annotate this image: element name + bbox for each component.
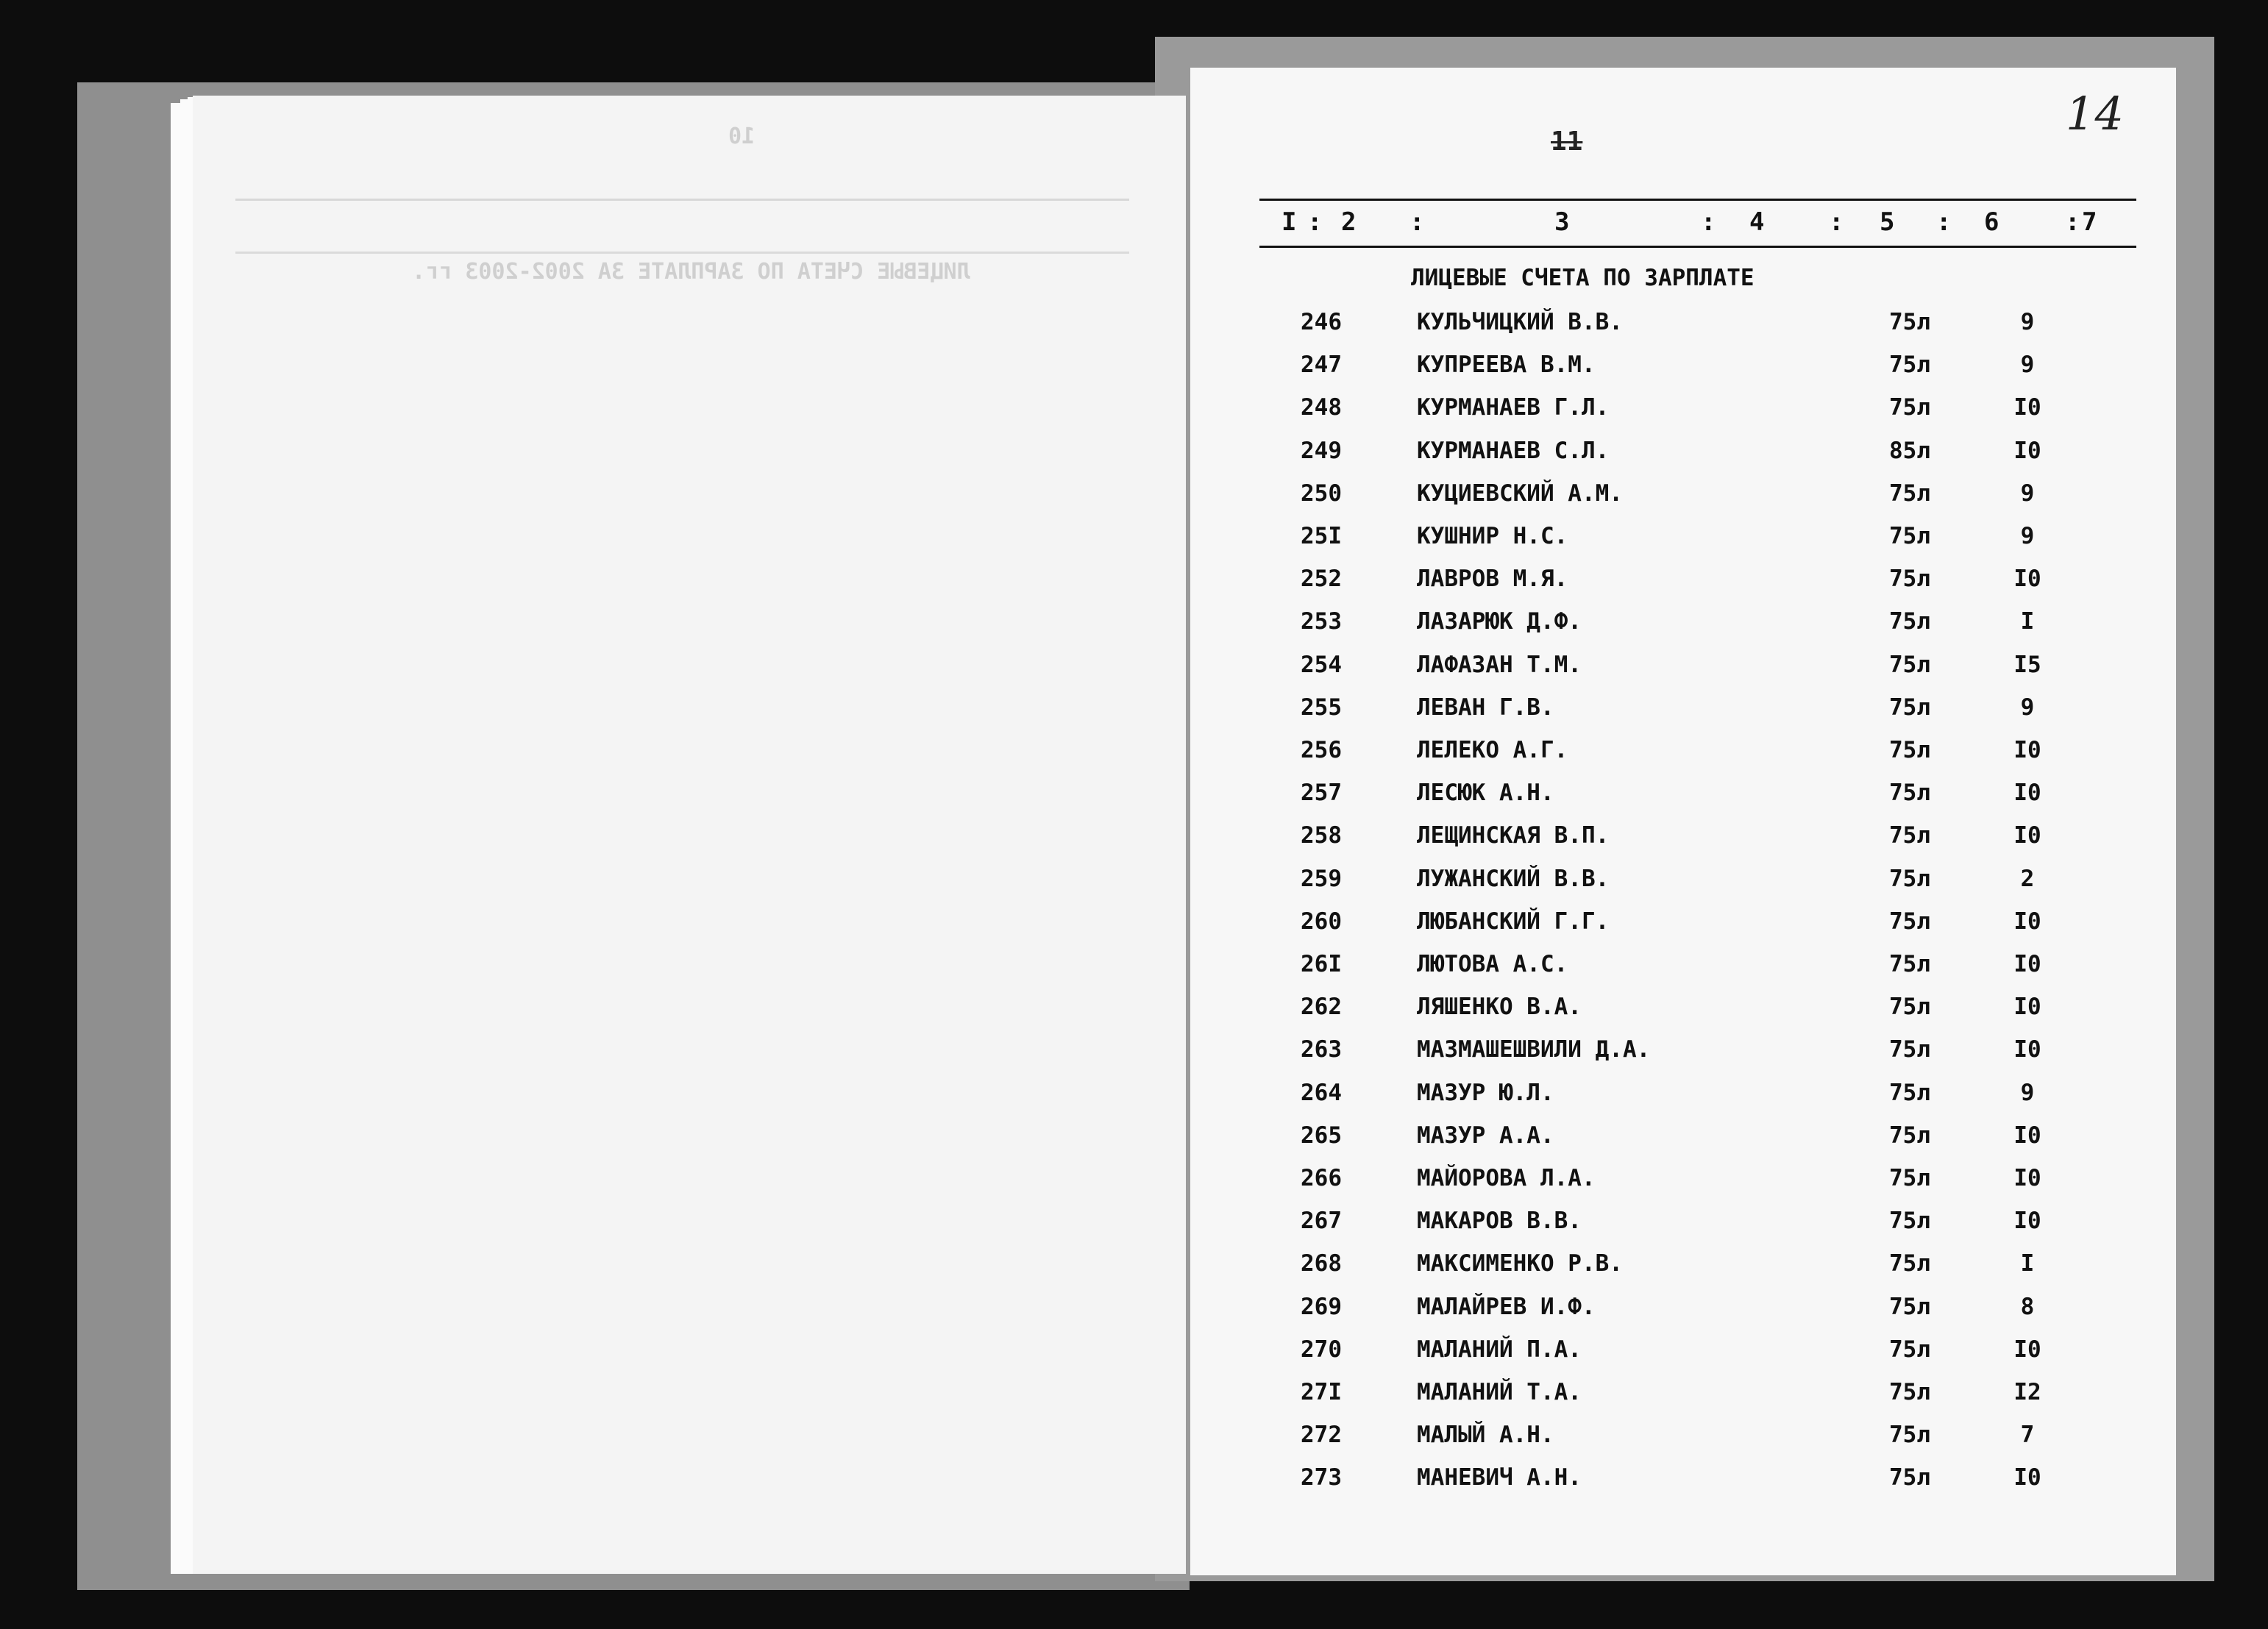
table-row — [0, 352, 2268, 394]
row-code: 75л — [1889, 1165, 1930, 1191]
row-name: МАКАРОВ В.В. — [1417, 1208, 1582, 1235]
row-number: 257 — [1301, 780, 1342, 807]
row-value: I5 — [2013, 651, 2041, 678]
row-value: I2 — [2013, 1379, 2041, 1405]
row-value: I0 — [2013, 566, 2041, 593]
row-name: МАЛАНИЙ Т.А. — [1417, 1379, 1582, 1405]
row-number: 259 — [1301, 865, 1342, 892]
row-value: 9 — [2020, 309, 2035, 335]
table-row — [0, 309, 2268, 352]
row-code: 75л — [1889, 737, 1930, 763]
row-code: 75л — [1889, 608, 1930, 635]
table-row — [0, 1422, 2268, 1464]
row-name: ЛЕВАН Г.В. — [1417, 694, 1554, 721]
left-page-number: 10 — [728, 124, 756, 149]
row-name: МАЛАНИЙ П.А. — [1417, 1336, 1582, 1363]
row-code: 75л — [1889, 1422, 1930, 1449]
table-row — [0, 994, 2268, 1036]
row-value: 9 — [2020, 480, 2035, 507]
table-row — [0, 1208, 2268, 1250]
row-value: I0 — [2013, 1122, 2041, 1149]
row-number: 254 — [1301, 651, 1342, 678]
row-number: 247 — [1301, 352, 1342, 379]
row-number: 272 — [1301, 1422, 1342, 1449]
row-number: 25I — [1301, 523, 1342, 549]
page-number: 11 — [1551, 126, 1583, 157]
row-code: 75л — [1889, 994, 1930, 1021]
row-number: 248 — [1301, 394, 1342, 421]
row-number: 262 — [1301, 994, 1342, 1021]
row-number: 252 — [1301, 566, 1342, 593]
row-value: 2 — [2020, 865, 2035, 892]
row-value: I0 — [2013, 994, 2041, 1021]
row-name: ЛАФАЗАН Т.М. — [1417, 651, 1582, 678]
row-code: 75л — [1889, 309, 1930, 335]
row-number: 266 — [1301, 1165, 1342, 1191]
row-number: 255 — [1301, 694, 1342, 721]
table-row — [0, 694, 2268, 737]
row-number: 268 — [1301, 1250, 1342, 1277]
table-row — [0, 523, 2268, 566]
row-value: I0 — [2013, 1208, 2041, 1235]
table-row — [0, 908, 2268, 951]
row-name: КУРМАНАЕВ Г.Л. — [1417, 394, 1610, 421]
row-number: 267 — [1301, 1208, 1342, 1235]
row-name: ЛАВРОВ М.Я. — [1417, 566, 1568, 593]
table-row — [0, 1379, 2268, 1422]
row-code: 75л — [1889, 1122, 1930, 1149]
row-code: 75л — [1889, 394, 1930, 421]
table-row — [0, 951, 2268, 994]
row-value: 9 — [2020, 1079, 2035, 1106]
row-code: 85л — [1889, 437, 1930, 464]
row-value: I0 — [2013, 1464, 2041, 1491]
row-name: МАНЕВИЧ А.Н. — [1417, 1464, 1582, 1491]
column-header-5: 5 — [1880, 207, 1895, 237]
table-row — [0, 866, 2268, 908]
row-value: I0 — [2013, 951, 2041, 977]
row-number: 265 — [1301, 1122, 1342, 1149]
row-name: КУЦИЕВСКИЙ А.М. — [1417, 480, 1623, 507]
column-separator: : — [1936, 207, 1952, 237]
row-value: 9 — [2020, 523, 2035, 549]
table-row — [0, 1336, 2268, 1379]
row-number: 270 — [1301, 1336, 1342, 1363]
row-number: 269 — [1301, 1293, 1342, 1320]
row-name: ЛЕЩИНСКАЯ В.П. — [1417, 822, 1610, 849]
row-number: 250 — [1301, 480, 1342, 507]
row-name: ЛЮТОВА А.С. — [1417, 951, 1568, 977]
row-number: 249 — [1301, 437, 1342, 464]
table-row — [0, 652, 2268, 694]
row-value: 9 — [2020, 352, 2035, 379]
row-number: 263 — [1301, 1036, 1342, 1063]
table-row — [0, 1122, 2268, 1165]
row-number: 273 — [1301, 1464, 1342, 1491]
row-code: 75л — [1889, 822, 1930, 849]
column-separator: : — [1701, 207, 1716, 237]
row-value: I0 — [2013, 394, 2041, 421]
table-row — [0, 1036, 2268, 1079]
row-name: ЛЯШЕНКО В.А. — [1417, 994, 1582, 1021]
section-title: ЛИЦЕВЫЕ СЧЕТА ПО ЗАРПЛАТЕ — [1411, 265, 1755, 291]
row-name: МАЗМАШЕШВИЛИ Д.А. — [1417, 1036, 1651, 1063]
row-value: I — [2020, 1250, 2035, 1277]
row-value: 7 — [2020, 1422, 2035, 1449]
row-code: 75л — [1889, 694, 1930, 721]
column-separator: : — [2065, 207, 2080, 237]
row-name: МАЗУР А.А. — [1417, 1122, 1554, 1149]
row-code: 75л — [1889, 1379, 1930, 1405]
row-code: 75л — [1889, 1036, 1930, 1063]
row-name: МАЗУР Ю.Л. — [1417, 1079, 1554, 1106]
row-value: I0 — [2013, 780, 2041, 807]
row-number: 26I — [1301, 951, 1342, 977]
row-code: 75л — [1889, 951, 1930, 977]
row-code: 75л — [1889, 651, 1930, 678]
row-name: КУПРЕЕВА В.М. — [1417, 352, 1596, 379]
left-section-title: ЛИЦЕВЫЕ СЧЕТА ПО ЗАРПЛАТЕ ЗА 2002-2003 гг. — [412, 259, 970, 285]
row-code: 75л — [1889, 780, 1930, 807]
header-rule-bottom — [1259, 246, 2136, 248]
table-row — [0, 1080, 2268, 1122]
row-name: МАКСИМЕНКО Р.В. — [1417, 1250, 1623, 1277]
row-name: ЛАЗАРЮК Д.Ф. — [1417, 608, 1582, 635]
row-value: I — [2020, 608, 2035, 635]
row-number: 258 — [1301, 822, 1342, 849]
row-name: КУШНИР Н.С. — [1417, 523, 1568, 549]
row-name: МАЙОРОВА Л.А. — [1417, 1165, 1596, 1191]
row-code: 75л — [1889, 908, 1930, 935]
row-name: МАЛАЙРЕВ И.Ф. — [1417, 1293, 1596, 1320]
row-name: ЛУЖАНСКИЙ В.В. — [1417, 865, 1610, 892]
row-name: КУРМАНАЕВ С.Л. — [1417, 437, 1610, 464]
column-header-1: I — [1281, 207, 1297, 237]
row-value: I0 — [2013, 737, 2041, 763]
table-row — [0, 822, 2268, 865]
column-separator: : — [1409, 207, 1425, 237]
table-row — [0, 480, 2268, 523]
header-rule-top — [1259, 199, 2136, 201]
row-name: ЛЕЛЕКО А.Г. — [1417, 737, 1568, 763]
left-header-rule — [235, 199, 1129, 201]
row-number: 253 — [1301, 608, 1342, 635]
row-name: КУЛЬЧИЦКИЙ В.В. — [1417, 309, 1623, 335]
column-header-3: 3 — [1554, 207, 1570, 237]
row-code: 75л — [1889, 523, 1930, 549]
table-row — [0, 1464, 2268, 1507]
row-number: 264 — [1301, 1079, 1342, 1106]
row-code: 75л — [1889, 480, 1930, 507]
row-code: 75л — [1889, 865, 1930, 892]
row-number: 256 — [1301, 737, 1342, 763]
row-code: 75л — [1889, 1079, 1930, 1106]
row-number: 260 — [1301, 908, 1342, 935]
row-name: ЛЮБАНСКИЙ Г.Г. — [1417, 908, 1610, 935]
row-value: I0 — [2013, 908, 2041, 935]
row-name: ЛЕСЮК А.Н. — [1417, 780, 1554, 807]
row-code: 75л — [1889, 352, 1930, 379]
row-value: 9 — [2020, 694, 2035, 721]
row-name: МАЛЫЙ А.Н. — [1417, 1422, 1554, 1449]
row-value: I0 — [2013, 437, 2041, 464]
column-separator: : — [1307, 207, 1323, 237]
table-row — [0, 1165, 2268, 1208]
column-header-6: 6 — [1984, 207, 1999, 237]
row-code: 75л — [1889, 1208, 1930, 1235]
column-header-7: 7 — [2082, 207, 2097, 237]
row-number: 246 — [1301, 309, 1342, 335]
table-row — [0, 566, 2268, 608]
column-header-4: 4 — [1749, 207, 1765, 237]
table-row — [0, 780, 2268, 822]
row-value: I0 — [2013, 1336, 2041, 1363]
row-code: 75л — [1889, 566, 1930, 593]
left-header-rule-bottom — [235, 252, 1129, 254]
row-value: I0 — [2013, 1036, 2041, 1063]
row-code: 75л — [1889, 1336, 1930, 1363]
column-separator: : — [1829, 207, 1844, 237]
column-header-2: 2 — [1341, 207, 1357, 237]
table-row — [0, 1294, 2268, 1336]
row-code: 75л — [1889, 1293, 1930, 1320]
archive-folio-number: 14 — [2066, 87, 2124, 140]
table-row — [0, 394, 2268, 437]
row-value: I0 — [2013, 822, 2041, 849]
table-row — [0, 1250, 2268, 1293]
row-value: I0 — [2013, 1165, 2041, 1191]
row-number: 27I — [1301, 1379, 1342, 1405]
table-row — [0, 608, 2268, 651]
row-code: 75л — [1889, 1250, 1930, 1277]
row-value: 8 — [2020, 1293, 2035, 1320]
table-row — [0, 737, 2268, 780]
row-code: 75л — [1889, 1464, 1930, 1491]
table-row — [0, 438, 2268, 480]
